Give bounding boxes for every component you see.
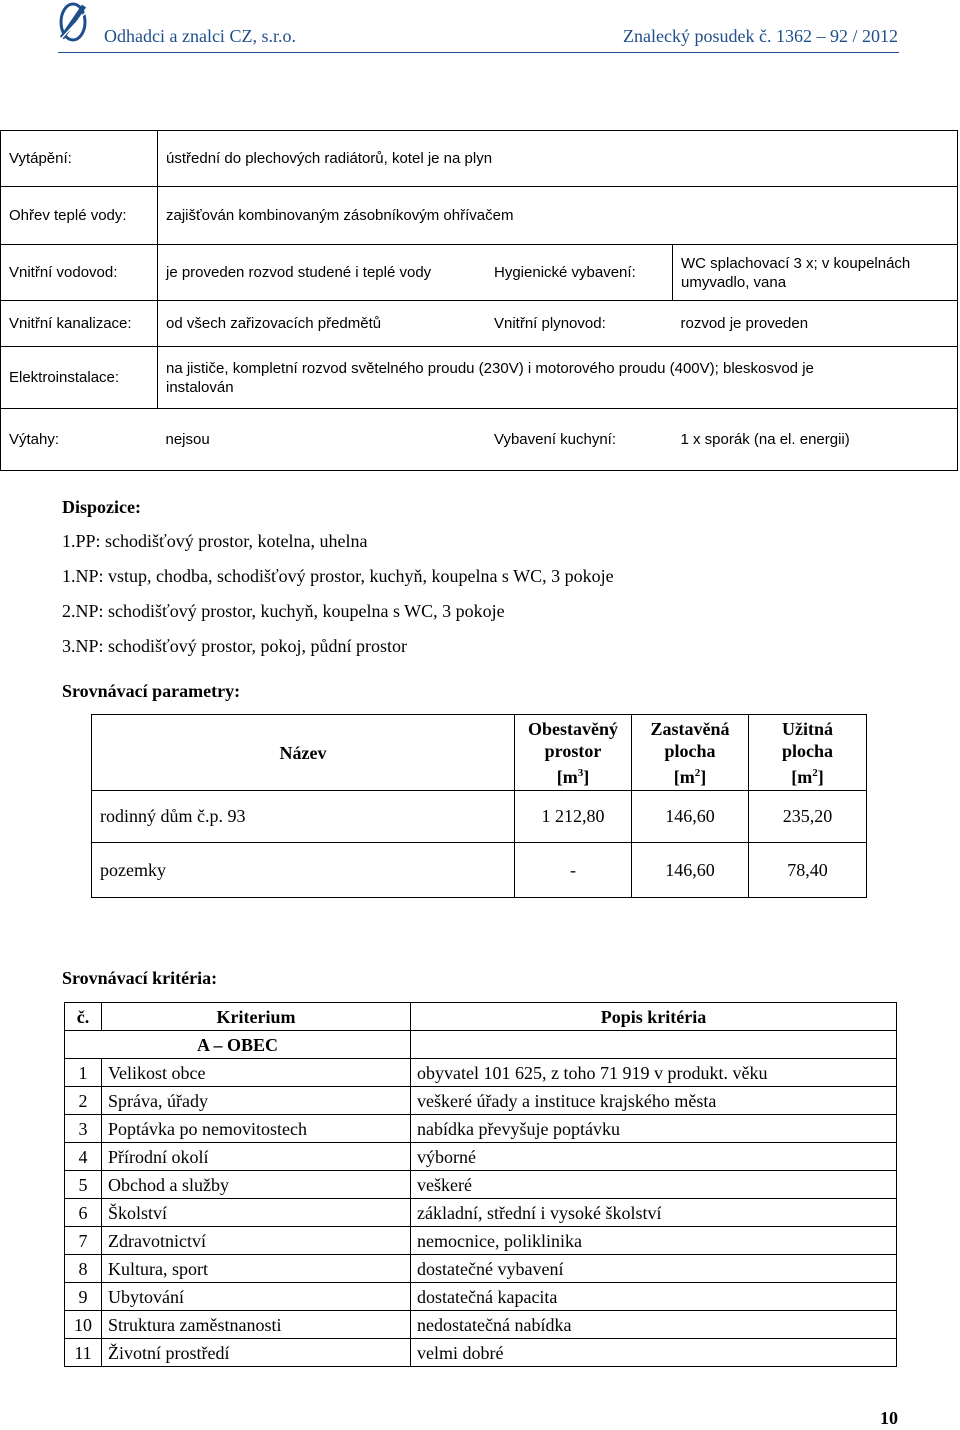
table-row [1,245,958,301]
group-empty [411,1031,897,1059]
header-divider [58,52,899,53]
lifts-value: nejsou [158,409,487,471]
company-logo-icon [58,0,94,46]
water-value: je proveden rozvod studené i teplé vody [158,245,487,301]
params-title: Srovnávací parametry: [62,681,241,701]
dispozice-title: Dispozice: [62,497,141,517]
heating-value: ústřední do plechových radiátorů, kotel je na plyn [158,131,958,187]
dispozice-line: 1.PP: schodišťový prostor, kotelna, uhelna [62,531,368,551]
hygiene-value: WC splachovací 3 x; v koupelnách umyvadlo, vana [673,245,958,301]
table-row: 1 Velikost obce obyvatel 101 625, z toho 71 919 v produkt. věku [65,1059,897,1087]
gas-label: Vnitřní plynovod: [486,301,673,347]
lifts-label: Výtahy: [1,409,158,471]
row-volume: 1 212,80 [515,791,632,843]
header-num: č. [65,1003,102,1031]
criteria-table [64,1002,897,1367]
electro-value: na jističe, kompletní rozvod světelného proudu (230V) i motorového proudu (400V); bleskosvod je instalován [158,347,958,409]
sewer-value: od všech zařizovacích předmětů [158,301,487,347]
report-number: Znalecký posudek č. 1362 – 92 / 2012 [623,26,898,46]
dispozice-line: 3.NP: schodišťový prostor, pokoj, půdní prostor [62,636,407,656]
sewer-label: Vnitřní kanalizace: [1,301,158,347]
table-row [92,843,867,898]
table-row: 5 Obchod a služby veškeré [65,1171,897,1199]
group-label: A – OBEC [65,1031,411,1059]
table-row [1,131,958,187]
table-row [1,347,958,409]
header-usable: Užitná plocha $[m^2]$ [749,715,867,791]
header-name: Název [92,715,515,791]
electro-label: Elektroinstalace: [1,347,158,409]
table-row: 10 Struktura zaměstnanosti nedostatečná nabídka [65,1311,897,1339]
row-name: rodinný dům č.p. 93 [92,791,515,843]
params-table [91,714,867,898]
hot-water-label: Ohřev teplé vody: [1,187,158,245]
dispozice-line: 2.NP: schodišťový prostor, kuchyň, koupelna s WC, 3 pokoje [62,601,505,621]
row-built: 146,60 [632,843,749,898]
criteria-group-row [65,1031,897,1059]
table-row [1,301,958,347]
row-usable: 78,40 [749,843,867,898]
table-row: 4 Přírodní okolí výborné [65,1143,897,1171]
criteria-header-row [65,1003,897,1031]
table-row: 8 Kultura, sport dostatečné vybavení [65,1255,897,1283]
table-row: 2 Správa, úřady veškeré úřady a instituce krajského města [65,1087,897,1115]
hygiene-label: Hygienické vybavení: [486,245,673,301]
criteria-title: Srovnávací kritéria: [62,968,218,988]
table-row: 6 Školství základní, střední i vysoké školství [65,1199,897,1227]
technical-equipment-table [0,130,958,471]
water-label: Vnitřní vodovod: [1,245,158,301]
table-row: 3 Poptávka po nemovitostech nabídka převyšuje poptávku [65,1115,897,1143]
kitchen-value: 1 x sporák (na el. energii) [673,409,958,471]
table-row: 9 Ubytování dostatečná kapacita [65,1283,897,1311]
table-row [1,187,958,245]
dispozice-line: 1.NP: vstup, chodba, schodišťový prostor, kuchyň, koupelna s WC, 3 pokoje [62,566,614,586]
row-name: pozemky [92,843,515,898]
params-header-row [92,715,867,791]
row-usable: 235,20 [749,791,867,843]
table-row [92,791,867,843]
gas-value: rozvod je proveden [673,301,958,347]
hot-water-value: zajišťován kombinovaným zásobníkovým ohřívačem [158,187,958,245]
company-name: Odhadci a znalci CZ, s.r.o. [104,26,296,46]
header-volume: Obestavěný prostor $[m^3]$ [515,715,632,791]
header-description: Popis kritéria [411,1003,897,1031]
table-row [1,409,958,471]
kitchen-label: Vybavení kuchyní: [486,409,673,471]
row-volume: - [515,843,632,898]
row-built: 146,60 [632,791,749,843]
table-row: 11 Životní prostředí velmi dobré [65,1339,897,1367]
header-built: Zastavěná plocha $[m^2]$ [632,715,749,791]
heating-label: Vytápění: [1,131,158,187]
table-row: 7 Zdravotnictví nemocnice, poliklinika [65,1227,897,1255]
header-criterion: Kriterium [102,1003,411,1031]
page-header [0,0,960,60]
page-number: 10 [880,1408,898,1428]
